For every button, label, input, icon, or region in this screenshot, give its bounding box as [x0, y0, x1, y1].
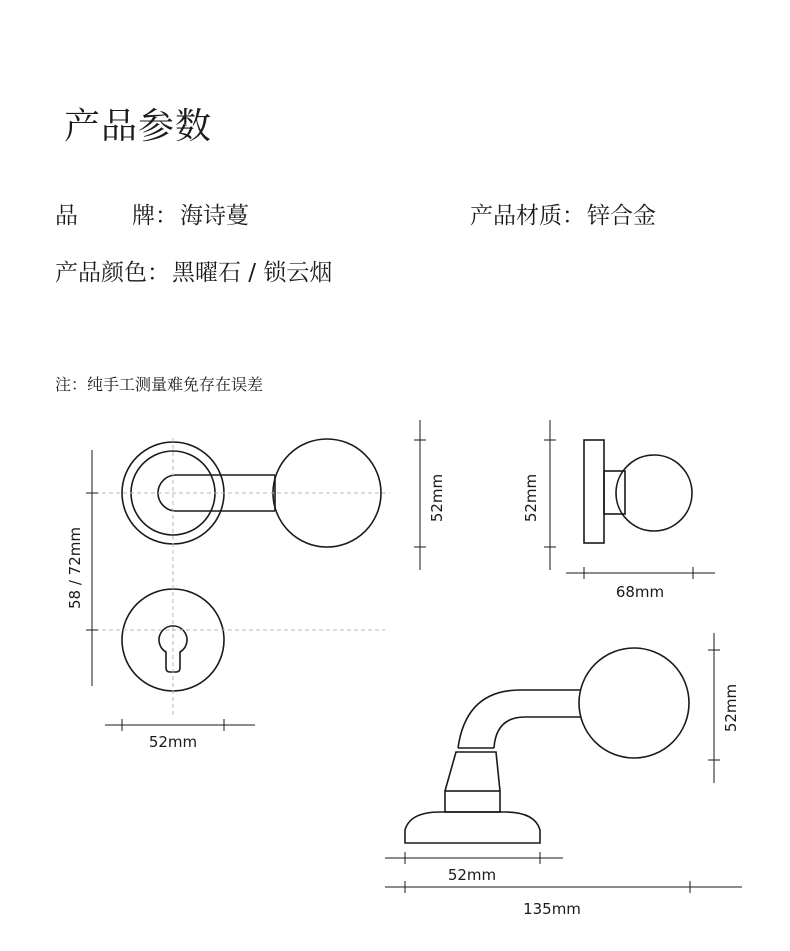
dim-front-knob-height: 52mm	[428, 473, 446, 523]
side-knob	[616, 455, 692, 531]
page-title: 产品参数	[64, 106, 213, 147]
dim-side-depth: 68mm	[615, 583, 665, 601]
guide-lines	[95, 438, 390, 718]
profile-arm-top	[458, 690, 581, 748]
front-view-keyhole-rose	[122, 589, 224, 691]
dim-profile-total-length: 135mm	[523, 900, 581, 918]
side-rose	[584, 440, 604, 543]
spec-brand-value: 海诗蔓	[180, 203, 249, 229]
profile-neck	[445, 752, 500, 791]
profile-knob	[579, 648, 689, 758]
profile-collar	[445, 791, 500, 812]
side-neck	[604, 471, 625, 514]
dim-side-height: 52mm	[522, 473, 540, 523]
profile-arm-bottom	[494, 717, 581, 748]
dim-front-width: 52mm	[148, 733, 198, 751]
keyhole-rose	[122, 589, 224, 691]
side-view	[584, 440, 692, 543]
profile-view	[405, 648, 689, 843]
measurement-note: 注：纯手工测量难免存在误差	[55, 375, 264, 394]
spec-brand-label-1: 品	[55, 203, 78, 229]
dim-front-height: 58 / 72mm	[66, 527, 84, 609]
spec-color-label: 产品颜色：	[55, 260, 170, 286]
dim-profile-knob-height: 52mm	[722, 683, 740, 733]
profile-base-rose	[405, 812, 540, 843]
dim-profile-rose-width: 52mm	[447, 866, 497, 884]
spec-brand-label-2: 牌：	[132, 203, 178, 229]
spec-material-value: 锌合金	[587, 203, 656, 229]
dimension-lines	[86, 420, 742, 893]
spec-color-value: 黑曜石 / 锁云烟	[172, 260, 333, 286]
spec-material-label: 产品材质：	[470, 203, 585, 229]
